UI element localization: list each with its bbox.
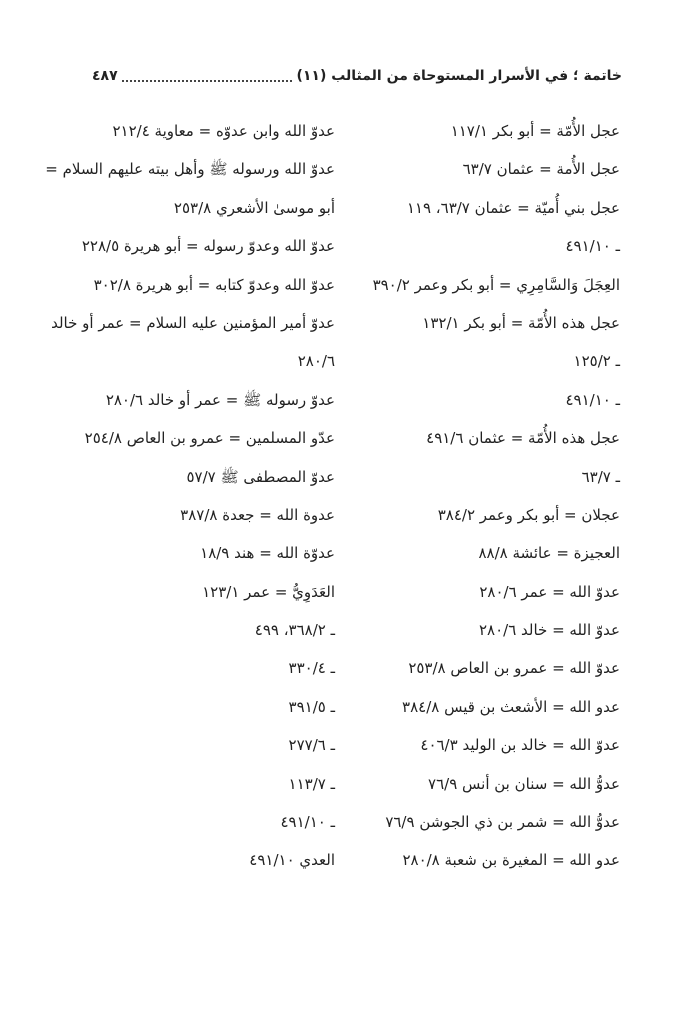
index-entry: عدوُّ الله = شمر بن ذي الجوشن ٧٦/٩	[385, 813, 620, 832]
index-entry: عدوّ الله = خالد ٢٨٠/٦	[478, 621, 620, 640]
index-column-left	[45, 112, 335, 880]
index-entry: ـ ١٢٥/٢	[573, 352, 620, 371]
index-entry: العِجَلَ وَالسَّامِرِي = أبو بكر وعمر ٣٩٠/٢	[372, 275, 620, 294]
index-entry: عجل هذه الأُمّة = أبو بكر ١٣٢/١	[422, 313, 620, 332]
index-entry: العدي ٤٩١/١٠	[249, 851, 335, 870]
index-entry: ـ ٤٩١/١٠	[565, 237, 620, 256]
index-column-right	[350, 112, 620, 880]
index-entry: ـ ٣٦٨/٢، ٤٩٩	[254, 621, 335, 640]
index-entry: ـ ١١٣/٧	[288, 774, 335, 793]
index-entry: ـ ٣٩١/٥	[288, 697, 335, 716]
page-number: ٤٨٧	[92, 68, 118, 84]
index-entry: عدو الله = المغيرة بن شعبة ٢٨٠/٨	[402, 851, 620, 870]
index-entry: العَدَوِيُّ = عمر ١٢٣/١	[202, 582, 335, 601]
index-entry: عدوّة الله = هند ١٨/٩	[200, 544, 335, 563]
index-entry: عجل الأُمة = عثمان ٦٣/٧	[462, 160, 620, 179]
index-entry: ـ ٤٩١/١٠	[565, 390, 620, 409]
index-entry: عدوّ الله وابن عدوّه = معاوية ٢١٢/٤	[112, 122, 335, 140]
index-entry: عدوّ رسوله ﷺ = عمر أو خالد ٢٨٠/٦	[105, 390, 335, 409]
dot-leader	[122, 70, 293, 82]
index-entry: عدوّ أمير المؤمنين عليه السلام = عمر أو خالد	[51, 313, 335, 332]
index-entry: أبو موسىٰ الأشعري ٢٥٣/٨	[173, 198, 335, 217]
index-entry: عدوة الله = جعدة ٣٨٧/٨	[180, 505, 335, 524]
index-entry: ـ ٢٧٧/٦	[288, 736, 335, 755]
running-header	[92, 64, 622, 88]
index-entry: عجل الأُمّة = أبو بكر ١١٧/١	[450, 122, 620, 140]
index-entry: عدوّ المصطفى ﷺ ٥٧/٧	[186, 467, 335, 486]
index-entry: عدوّ الله وعدوّ كتابه = أبو هريرة ٣٠٢/٨	[93, 275, 335, 294]
index-entry: عجل بني أُميّة = عثمان ٦٣/٧، ١١٩	[406, 198, 620, 217]
index-entry: عجل هذه الأُمّة = عثمان ٤٩١/٦	[426, 429, 620, 448]
index-entry: ٢٨٠/٦	[297, 352, 335, 371]
index-entry: عدوّ الله ورسوله ﷺ وأهل بيته عليهم السلام =	[45, 160, 335, 179]
index-entry: عدو الله = الأشعث بن قيس ٣٨٤/٨	[402, 697, 620, 716]
index-entry: عجلان = أبو بكر وعمر ٣٨٤/٢	[437, 505, 620, 524]
chapter-title: خاتمة ؛ في الأسرار المستوحاة من المثالب (١١)	[296, 68, 622, 84]
index-entry: العجيزة = عائشة ٨٨/٨	[478, 544, 620, 563]
index-entry: عدوّ الله وعدوّ رسوله = أبو هريرة ٢٢٨/٥	[81, 237, 335, 256]
index-entry: ـ ٤٩١/١٠	[280, 813, 335, 832]
index-entry: عدوّ الله = عمرو بن العاص ٢٥٣/٨	[408, 659, 620, 678]
index-entry: ـ ٣٣٠/٤	[288, 659, 335, 678]
index-entry: عدّو المسلمين = عمرو بن العاص ٢٥٤/٨	[84, 429, 335, 448]
index-entry: عدوُّ الله = سنان بن أنس ٧٦/٩	[428, 774, 620, 793]
index-entry: ـ ٦٣/٧	[581, 467, 620, 486]
index-entry: عدوّ الله = عمر ٢٨٠/٦	[479, 582, 620, 601]
index-entry: عدوّ الله = خالد بن الوليد ٤٠٦/٣	[420, 736, 620, 755]
